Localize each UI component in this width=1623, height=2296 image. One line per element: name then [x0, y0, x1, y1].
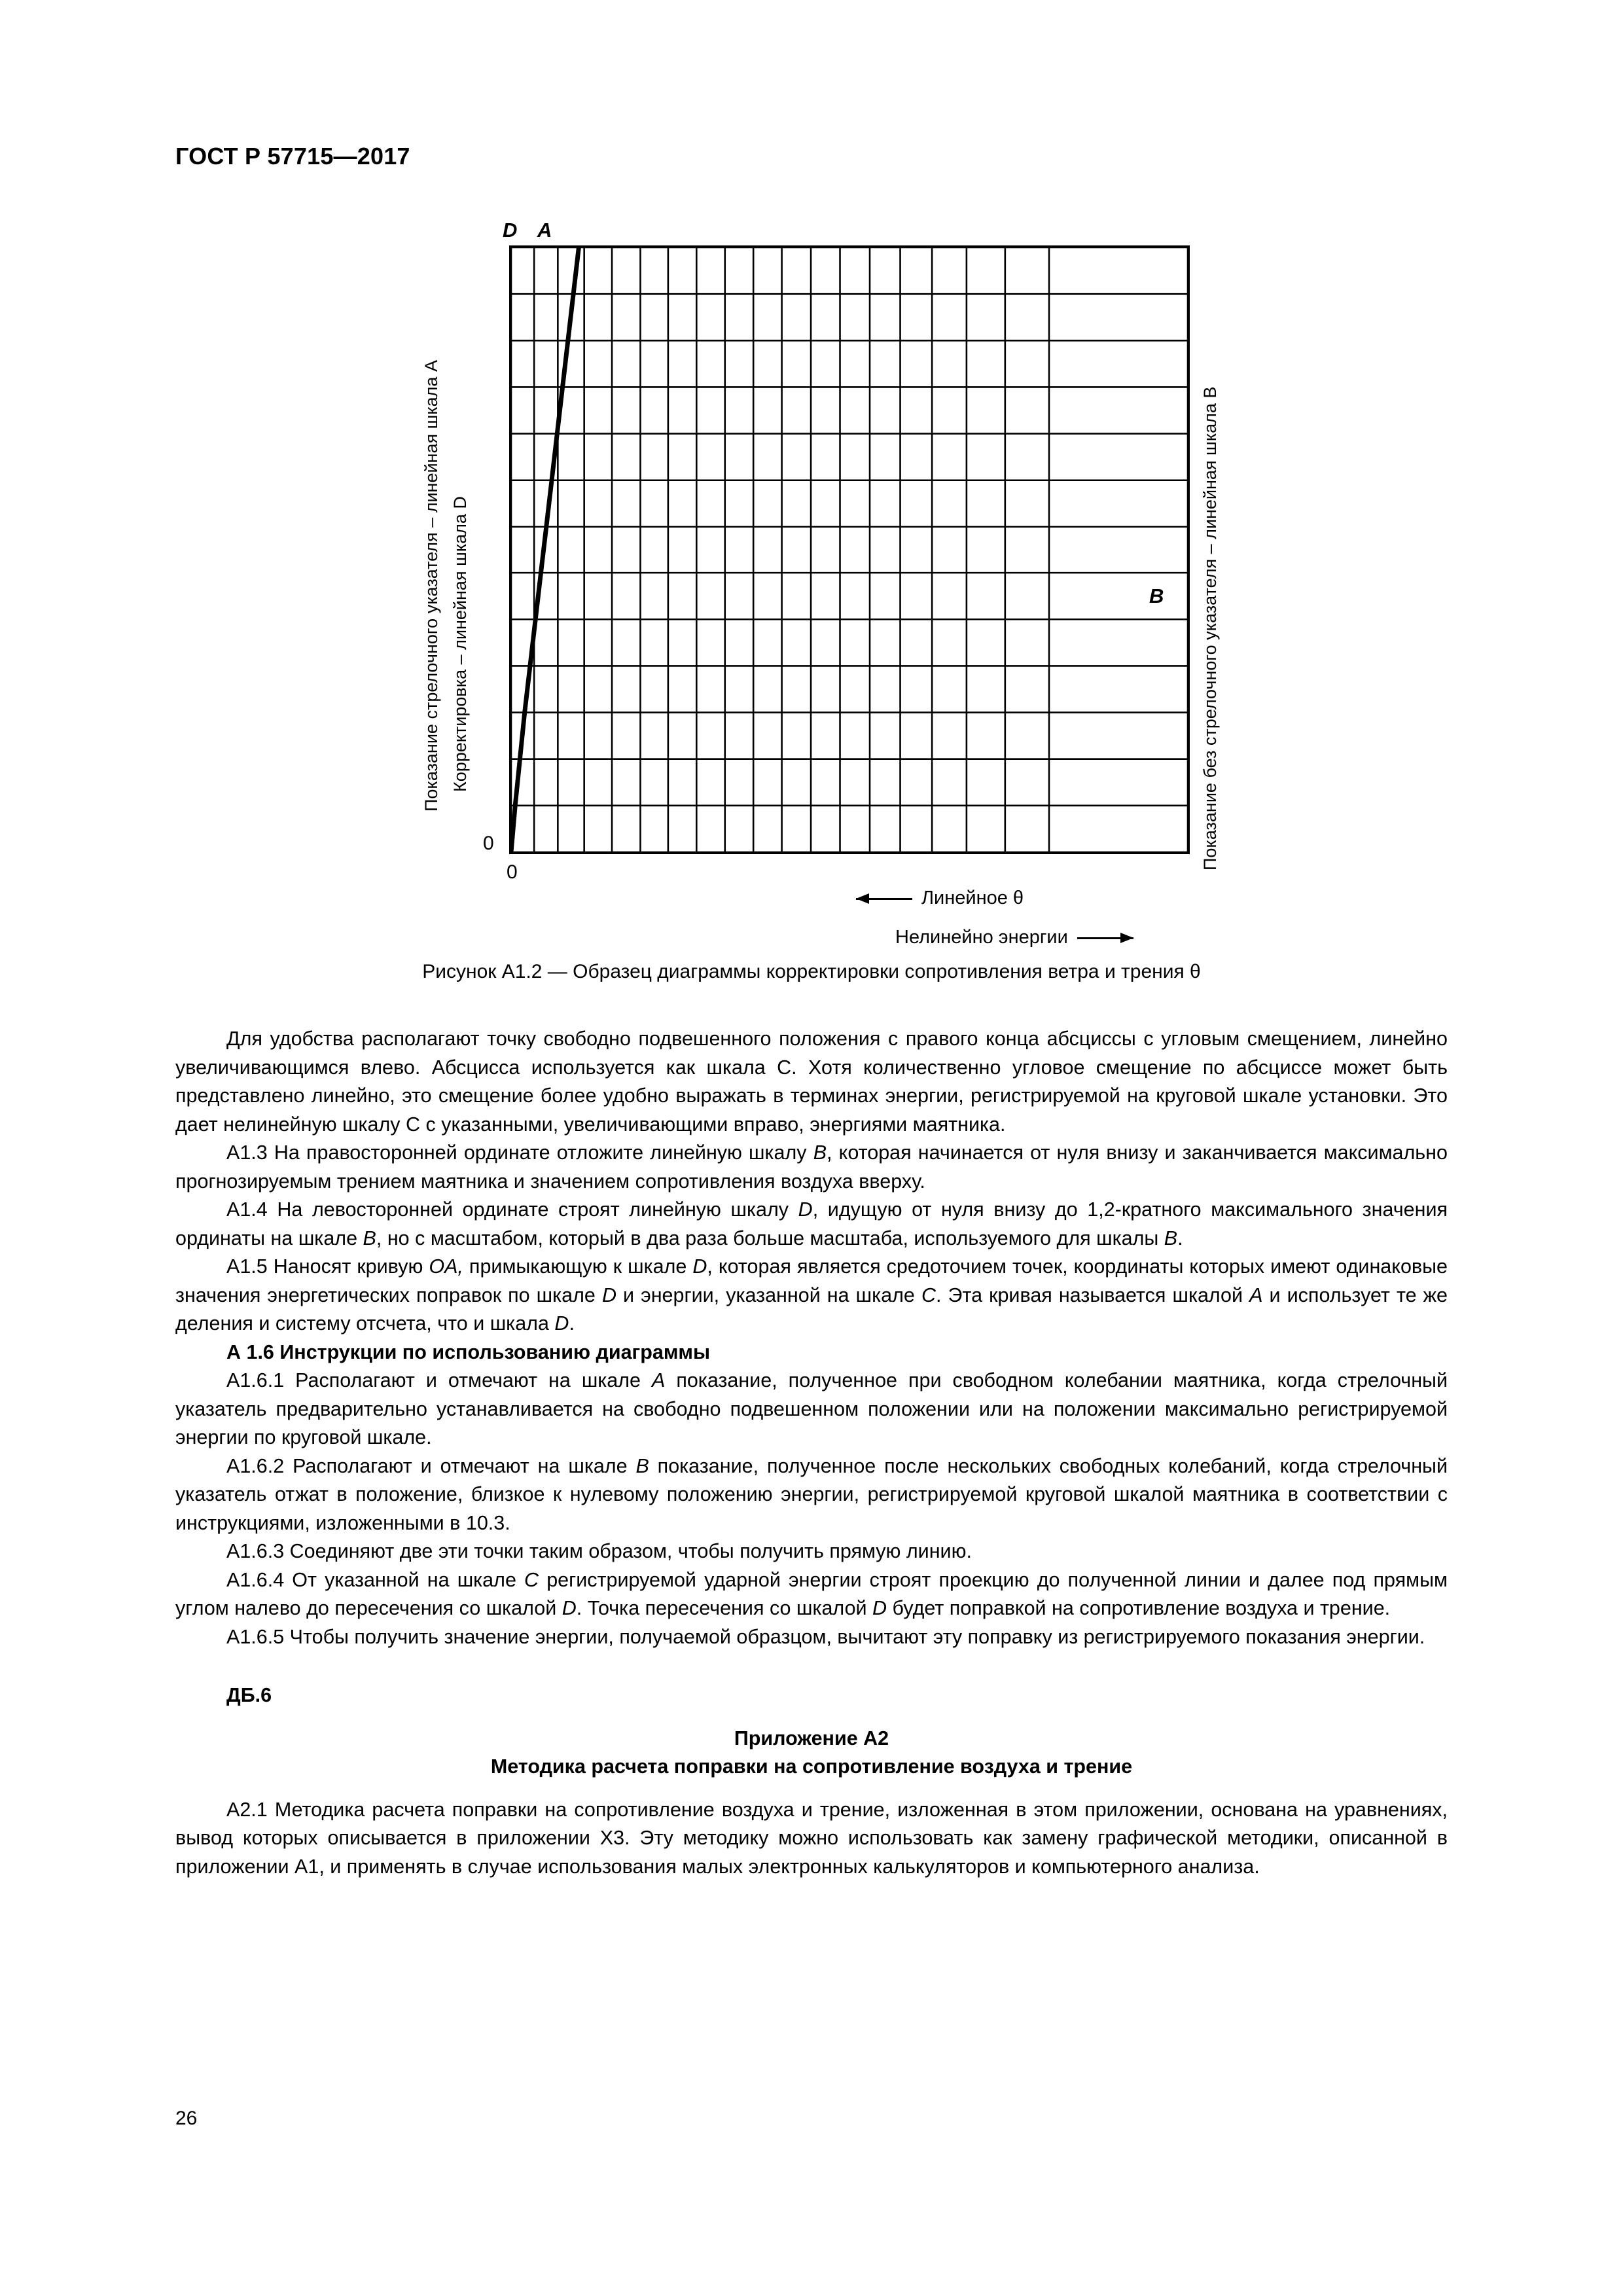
axis-label-left-scale-a: Показание стрелочного указателя – линейная шкала A — [421, 360, 441, 812]
body-text — [175, 1025, 1448, 1881]
axis-note-linear — [856, 889, 1024, 908]
spacer — [175, 1651, 1448, 1681]
paragraph-a1-6-2: А1.6.2 Располагают и отмечают на шкале B показание, полученное после нескольких свободных колебаний, когда стрелочный указатель отжат в положение, близкое к нулевому положению энергии, регистрируемой круговой шкалой маятника в соответствии с инструкциями, изложенными в 10.3. — [175, 1454, 1448, 1534]
paragraph-a2-1: А2.1 Методика расчета поправки на сопротивление воздуха и трение, изложенная в этом приложении, основана на уравнениях, вывод которых описывается в приложении Х3. Эту методику можно использовать как замену графической методики, описанной в приложении А1, и применять в случае использования малых электронных калькуляторов и компьютерного анализа. — [175, 1798, 1448, 1878]
chart-plot-area — [509, 245, 1190, 854]
axis-note-linear-label: Линейное θ — [921, 888, 1024, 908]
axis-note-nonlinear — [895, 928, 1133, 947]
y-axis-zero-label: 0 — [483, 833, 494, 854]
arrow-right-icon — [1077, 933, 1133, 943]
standard-header: ГОСТ Р 57715—2017 — [175, 143, 410, 170]
axis-note-nonlinear-label: Нелинейно энергии — [895, 927, 1068, 948]
paragraph-a1-5: А1.5 Наносят кривую OA, примыкающую к шкале D, которая является средоточием точек, координаты которых имеют одинаковые значения энергетических поправок по шкале D и энергии, указанной на шкале C. Эта кривая называется шкалой A и использует те же деления и систему отсчета, что и шкала D. — [175, 1255, 1448, 1335]
curve-oa — [511, 247, 579, 852]
spacer — [175, 1710, 1448, 1725]
figure-caption: Рисунок А1.2 — Образец диаграммы корректировки сопротивления ветра и трения θ — [422, 961, 1201, 982]
paragraph-a1-6-5: А1.6.5 Чтобы получить значение энергии, получаемой образцом, вычитают эту поправку из регистрируемого показания энергии. — [226, 1625, 1425, 1648]
figure-a1-2 — [175, 216, 1448, 982]
paragraph-a1-6-4: А1.6.4 От указанной на шкале C регистрируемой ударной энергии строят проекцию до полученной линии и далее под прямым углом налево до пересечения со шкалой D. Точка пересечения со шкалой D будет поправкой на сопротивление воздуха и трение. — [175, 1568, 1448, 1619]
scale-letter-b: B — [1149, 584, 1164, 607]
paragraph-a1-6-3: А1.6.3 Соединяют две эти точки таким образом, чтобы получить прямую линию. — [226, 1540, 972, 1562]
paragraph-a1-4: А1.4 На левосторонней ординате строят линейную шкалу D, идущую от нуля внизу до 1,2-кратного максимального значения ординаты на шкале B, но с масштабом, который в два раза больше масштаба, используемого для шкалы B. — [175, 1198, 1448, 1249]
arrow-left-icon — [856, 893, 912, 904]
paragraph-intro: Для удобства располагают точку свободно подвешенного положения с правого конца абсциссы с угловым смещением, линейно увеличивающимся влево. Абсцисса используется как шкала C. Хотя количественно угловое смещение по абсциссе может быть представлено линейно, это смещение более удобно выражать в терминах энергии, регистрируемой на круговой шкале установки. Это дает нелинейную шкалу C с указанными, увеличивающими вправо, энергиями маятника. — [175, 1028, 1448, 1136]
scale-letter-a: A — [537, 219, 552, 242]
axis-label-right-scale-b: Показание без стрелочного указателя – линейная шкала B — [1200, 386, 1220, 870]
page-number: 26 — [175, 2108, 198, 2129]
scale-letter-d: D — [503, 219, 518, 242]
axis-label-left-scale-d: Корректировка – линейная шкала D — [450, 496, 470, 792]
spacer — [175, 1782, 1448, 1796]
vertical-gridlines — [511, 247, 1188, 852]
x-axis-zero-label: 0 — [507, 861, 518, 883]
chart-svg — [511, 247, 1188, 852]
heading-a1-6: А 1.6 Инструкции по использованию диаграммы — [226, 1340, 711, 1363]
heading-appendix-a2-subtitle: Методика расчета поправки на сопротивление воздуха и трение — [490, 1755, 1133, 1778]
marker-db-6: ДБ.6 — [226, 1684, 272, 1706]
paragraph-a1-6-1: А1.6.1 Располагают и отмечают на шкале A показание, полученное при свободном колебании маятника, когда стрелочный указатель предварительно устанавливается на свободно подвешенном положении или на положении максимально регистрируемой энергии по круговой шкале. — [175, 1369, 1448, 1448]
paragraph-a1-3: А1.3 На правосторонней ординате отложите линейную шкалу B, которая начинается от нуля внизу и заканчивается максимально прогнозируемым трением маятника и значением сопротивления воздуха вверху. — [175, 1141, 1448, 1193]
heading-appendix-a2: Приложение А2 — [734, 1727, 889, 1749]
